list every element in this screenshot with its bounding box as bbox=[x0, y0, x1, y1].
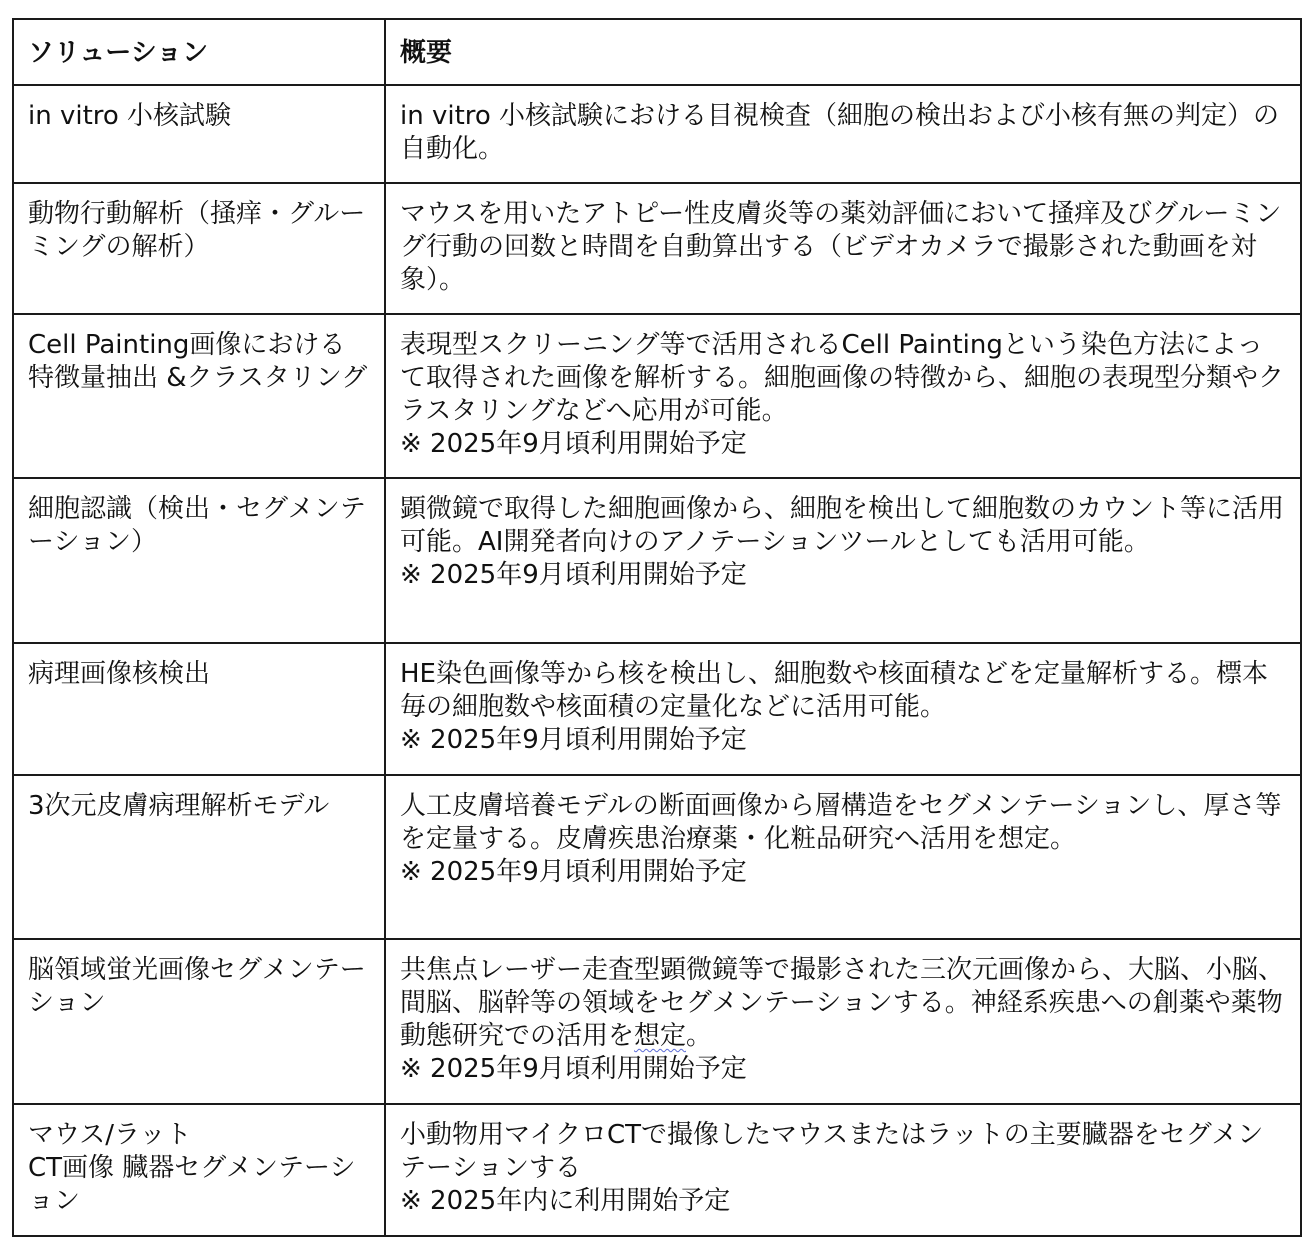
summary-cell bbox=[385, 478, 1301, 643]
summary-text bbox=[400, 954, 1286, 1053]
table-row bbox=[13, 85, 1301, 183]
solution-cell: 病理画像核検出 bbox=[13, 643, 385, 775]
solution-cell: 脳領域蛍光画像セグメンテーション bbox=[13, 939, 385, 1104]
table-row bbox=[13, 775, 1301, 939]
table-row bbox=[13, 1104, 1301, 1236]
summary-text: in vitro 小核試験における目視検査（細胞の検出および小核有無の判定）の自動化。 bbox=[400, 101, 1280, 164]
header-summary: 概要 bbox=[385, 19, 1301, 85]
table-row bbox=[13, 939, 1301, 1104]
solutions-table bbox=[12, 18, 1302, 1237]
spellcheck-underlined-word: 想定 bbox=[634, 1021, 687, 1051]
summary-text: 顕微鏡で取得した細胞画像から、細胞を検出して細胞数のカウント等に活用可能。AI開発者向けのアノテーションツールとしても活用可能。 bbox=[400, 494, 1285, 557]
availability-note: ※ 2025年9月頃利用開始予定 bbox=[400, 429, 747, 459]
availability-note: ※ 2025年9月頃利用開始予定 bbox=[400, 857, 747, 887]
summary-cell bbox=[385, 775, 1301, 939]
table-row bbox=[13, 183, 1301, 314]
summary-text-prefix: 共焦点レーザー走査型顕微鏡等で撮影された三次元画像から、大脳、小脳、間脳、脳幹等の領域をセグメンテーションする。神経系疾患への創薬や薬物動態研究での活用を bbox=[400, 955, 1285, 1051]
solution-line: マウス/ラット bbox=[28, 1120, 192, 1150]
table-header-row bbox=[13, 19, 1301, 85]
table-row bbox=[13, 478, 1301, 643]
solution-cell: in vitro 小核試験 bbox=[13, 85, 385, 183]
solution-cell: Cell Painting画像における特徴量抽出 &クラスタリング bbox=[13, 314, 385, 478]
summary-cell bbox=[385, 183, 1301, 314]
summary-text: HE染色画像等から核を検出し、細胞数や核面積などを定量解析する。標本毎の細胞数や核面積の定量化などに活用可能。 bbox=[400, 659, 1268, 722]
summary-cell bbox=[385, 314, 1301, 478]
solutions-table-container bbox=[12, 18, 1300, 1237]
header-solution: ソリューション bbox=[13, 19, 385, 85]
solution-cell: 動物行動解析（掻痒・グルーミングの解析） bbox=[13, 183, 385, 314]
summary-text: 人工皮膚培養モデルの断面画像から層構造をセグメンテーションし、厚さ等を定量する。皮膚疾患治療薬・化粧品研究へ活用を想定。 bbox=[400, 791, 1282, 854]
summary-text: マウスを用いたアトピー性皮膚炎等の薬効評価において掻痒及びグルーミング行動の回数と時間を自動算出する（ビデオカメラで撮影された動画を対象）。 bbox=[400, 199, 1282, 295]
solution-cell bbox=[13, 1104, 385, 1236]
summary-cell bbox=[385, 643, 1301, 775]
table-row bbox=[13, 643, 1301, 775]
solution-cell: 3次元皮膚病理解析モデル bbox=[13, 775, 385, 939]
solution-line: CT画像 臓器セグメンテーション bbox=[28, 1153, 356, 1216]
summary-cell bbox=[385, 85, 1301, 183]
availability-note: ※ 2025年内に利用開始予定 bbox=[400, 1186, 731, 1216]
availability-note: ※ 2025年9月頃利用開始予定 bbox=[400, 725, 747, 755]
availability-note: ※ 2025年9月頃利用開始予定 bbox=[400, 560, 747, 590]
table-row bbox=[13, 314, 1301, 478]
summary-text: 小動物用マイクロCTで撮像したマウスまたはラットの主要臓器をセグメンテーションする bbox=[400, 1120, 1264, 1183]
solution-cell: 細胞認識（検出・セグメンテーション） bbox=[13, 478, 385, 643]
summary-cell bbox=[385, 939, 1301, 1104]
summary-text-suffix: 。 bbox=[686, 1021, 713, 1051]
summary-text: 表現型スクリーニング等で活用されるCell Paintingという染色方法によって取得された画像を解析する。細胞画像の特徴から、細胞の表現型分類やクラスタリングなどへ応用が可能。 bbox=[400, 330, 1285, 426]
summary-cell bbox=[385, 1104, 1301, 1236]
availability-note: ※ 2025年9月頃利用開始予定 bbox=[400, 1054, 747, 1084]
